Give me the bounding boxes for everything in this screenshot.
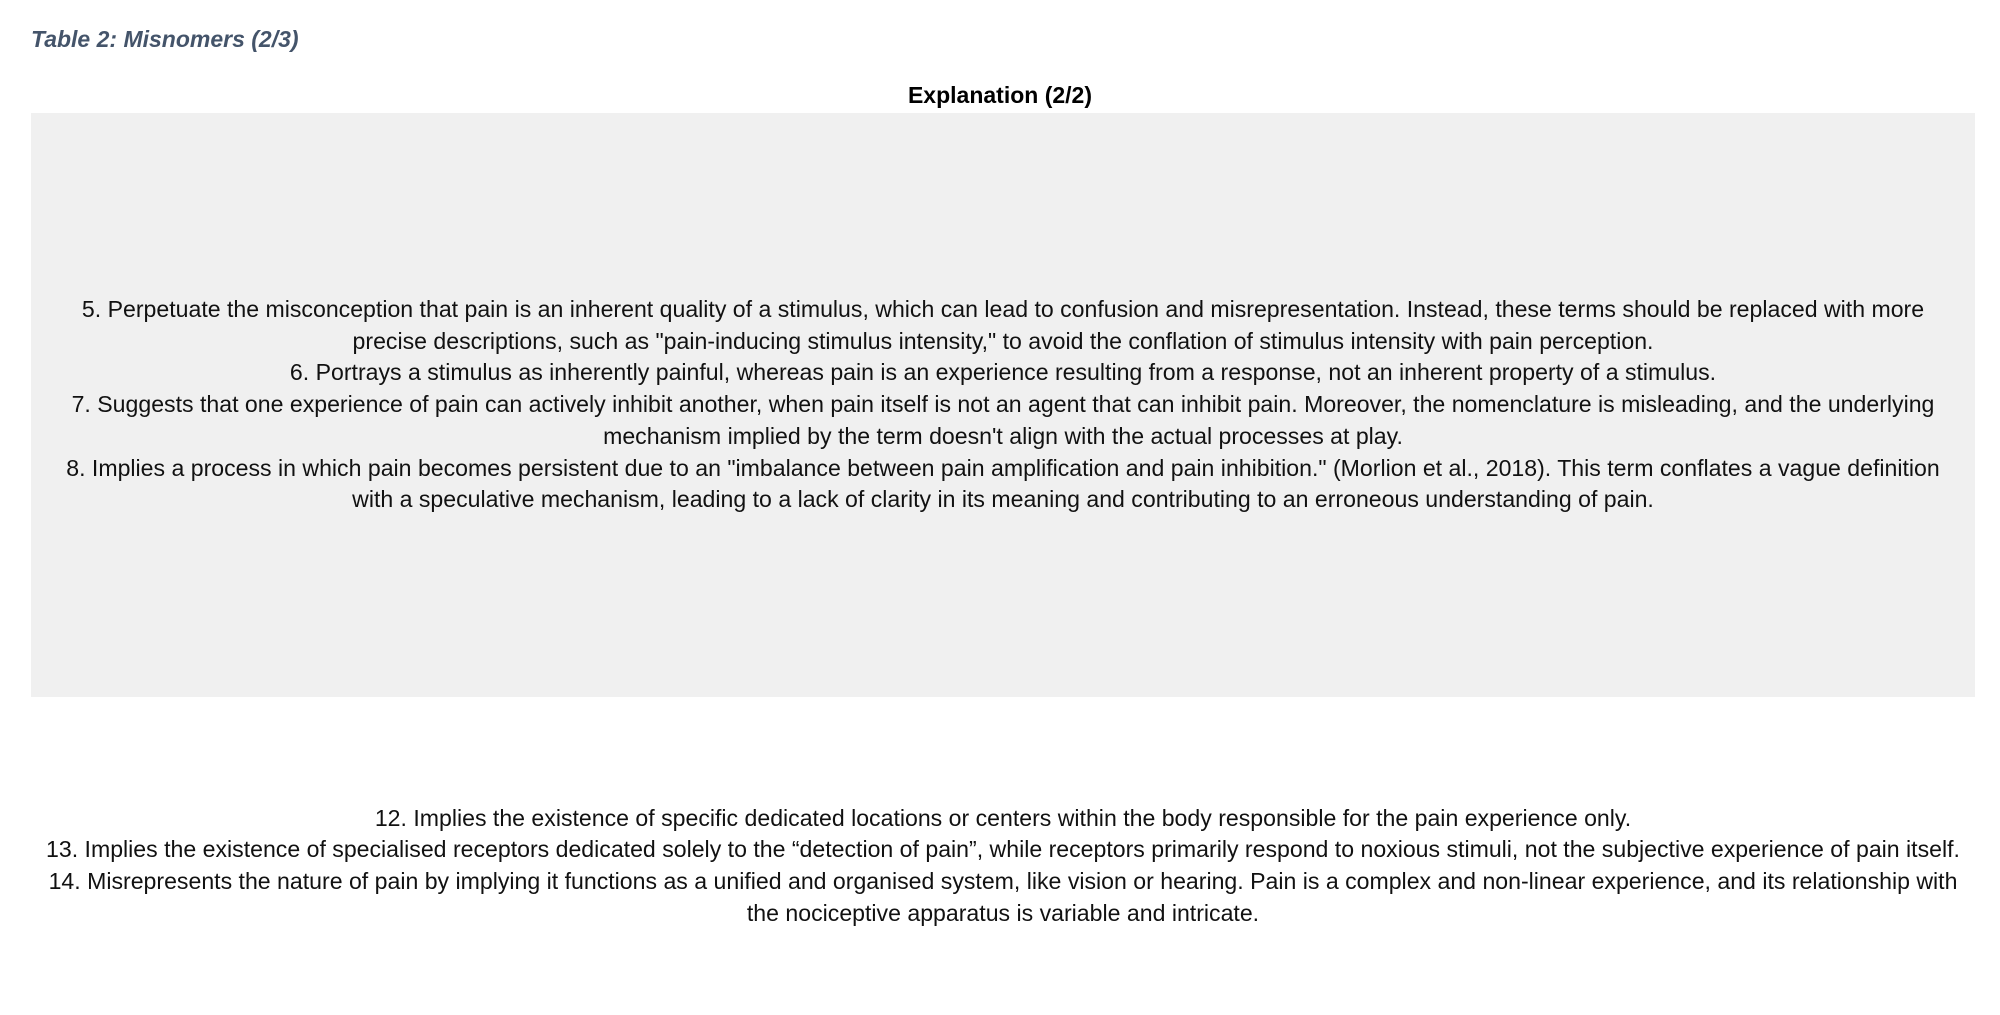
table-caption: Table 2: Misnomers (2/3) — [31, 26, 299, 52]
column-header-explanation: Explanation (2/2) — [907, 82, 1093, 108]
explanation-entry-14: 14. Misrepresents the nature of pain by implying it functions as a unified and organised system, like vision or hearing. Pain is a complex and non-linear experience, and its relationship with the nociceptive apparatus is variable and intricate. — [48, 868, 1958, 926]
explanation-entry-8: 8. Implies a process in which pain becomes persistent due to an "imbalance between pain amplification and pain inhibition." (Morlion et al., 2018). This term conflates a vague definition with a speculative mechanism, leading to a lack of clarity in its meaning and contributing to an erroneous understanding of pain. — [66, 454, 1940, 513]
explanation-entry-12: 12. Implies the existence of specific dedicated locations or centers within the body responsible for the pain experience only. — [374, 804, 1632, 831]
explanation-entry-13: 13. Implies the existence of specialised receptors dedicated solely to the “detection of pain”, while receptors primarily respond to noxious stimuli, not the subjective experience of pain itself. — [46, 836, 1960, 863]
table-row — [31, 113, 1975, 697]
table-cell-explanation — [31, 765, 1975, 930]
explanation-entry-6: 6. Portrays a stimulus as inherently painful, whereas pain is an experience resulting from a response, not an inherent property of a stimulus. — [289, 359, 1717, 386]
table-cell-explanation — [31, 294, 1975, 516]
explanation-entry-7: 7. Suggests that one experience of pain can actively inhibit another, when pain itself is not an agent that can inhibit pain. Moreover, the nomenclature is misleading, and the underlying mechanism implied by the term doesn't align with the actual processes at play. — [71, 391, 1935, 449]
explanation-entry-5: 5. Perpetuate the misconception that pain is an inherent quality of a stimulus, which can lead to confusion and misrepresentation. Instead, these terms should be replaced with more precise descriptions, such as "pain-inducing stimulus intensity," to avoid the conflation of stimulus intensity with pain perception. — [81, 296, 1925, 354]
table-row — [31, 697, 1975, 997]
